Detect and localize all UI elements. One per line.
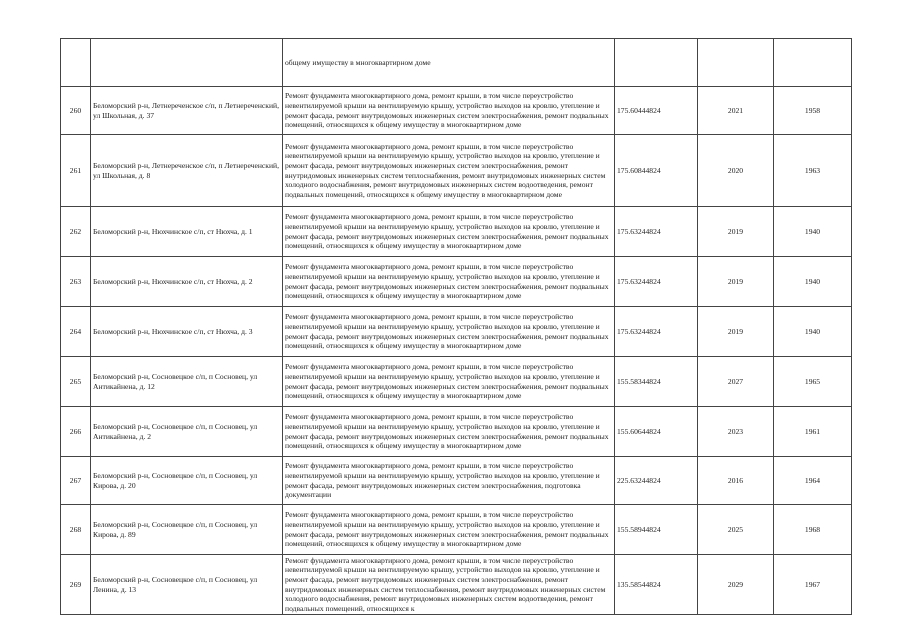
table-row: [61, 555, 852, 615]
plan-year-cell: 2029: [698, 555, 774, 615]
work-text: Ремонт фундамента многоквартирного дома, ремонт крыши, в том числе переустройство невентилируемой крыши на вентилируемую крышу, устройство выходов на кровлю, утепление и ремонт фасада, ремонт внутридомовых инженерных систем электроснабжения, ремонт подвальных помещений, относящихся к общему имуществу в многоквартирном доме: [285, 262, 609, 301]
table-row: [61, 457, 852, 505]
row-number: 261: [61, 135, 91, 207]
address-cell: Беломорский р-н, Сосновецкое с/п, п Сосновец, ул Кирова, д. 20: [91, 457, 283, 505]
built-year-cell: 1965: [774, 357, 852, 407]
built-year-cell: 1940: [774, 307, 852, 357]
work-cell: [283, 555, 615, 615]
plan-year-cell: 2019: [698, 257, 774, 307]
plan-year-cell: 2021: [698, 87, 774, 135]
cost-cell: 175.63244824: [615, 307, 698, 357]
address-cell: Беломорский р-н, Сосновецкое с/п, п Сосновец, ул Кирова, д. 89: [91, 505, 283, 555]
table-row: [61, 135, 852, 207]
table-row: [61, 39, 852, 87]
built-year-cell: 1961: [774, 407, 852, 457]
table-row: [61, 207, 852, 257]
plan-year-cell: 2023: [698, 407, 774, 457]
work-text: Ремонт фундамента многоквартирного дома, ремонт крыши, в том числе переустройство невентилируемой крыши на вентилируемую крышу, устройство выходов на кровлю, утепление и ремонт фасада, ремонт внутридомовых инженерных систем электроснабжения, ремонт подвальных помещений, относящихся к общему имуществу в многоквартирном доме: [285, 212, 609, 251]
work-cell: [283, 407, 615, 457]
table-row: [61, 407, 852, 457]
work-text: Ремонт фундамента многоквартирного дома, ремонт крыши, в том числе переустройство невентилируемой крыши на вентилируемую крышу, устройство выходов на кровлю, утепление и ремонт фасада, ремонт внутридомовых инженерных систем электроснабжения, ремонт подвальных помещений, относящихся к общему имуществу в многоквартирном доме: [285, 91, 609, 130]
built-year-cell: 1964: [774, 457, 852, 505]
plan-year-cell: 2020: [698, 135, 774, 207]
work-cell: [283, 207, 615, 257]
work-text: Ремонт фундамента многоквартирного дома, ремонт крыши, в том числе переустройство невентилируемой крыши на вентилируемую крышу, устройство выходов на кровлю, утепление и ремонт фасада, ремонт внутридомовых инженерных систем электроснабжения, ремонт внутридомовых инженерных систем теплоснабжения, ремонт внутридомовых инженерных систем холодного водоснабжения, ремонт внутридомовых инженерных систем водоотведения, ремонт подвальных помещений, относящихся к общему имуществу в многоквартирном доме: [285, 141, 606, 199]
row-number: [61, 39, 91, 87]
address-cell: Беломорский р-н, Сосновецкое с/п, п Сосновец, ул Антикайнена, д. 2: [91, 407, 283, 457]
built-year-cell: 1968: [774, 505, 852, 555]
work-cell: [283, 357, 615, 407]
row-number: 260: [61, 87, 91, 135]
table-row: [61, 257, 852, 307]
plan-year-cell: 2027: [698, 357, 774, 407]
built-year-cell: 1940: [774, 257, 852, 307]
work-cell: [283, 39, 615, 87]
work-cell: [283, 307, 615, 357]
work-cell: [283, 457, 615, 505]
cost-cell: 135.58544824: [615, 555, 698, 615]
address-cell: Беломорский р-н, Летнереченское с/п, п Летнереченский, ул Школьная, д. 37: [91, 87, 283, 135]
work-cell: [283, 505, 615, 555]
row-number: 266: [61, 407, 91, 457]
work-cell: [283, 135, 615, 207]
row-number: 262: [61, 207, 91, 257]
built-year-cell: 1967: [774, 555, 852, 615]
table-row: [61, 87, 852, 135]
table-row: [61, 505, 852, 555]
cost-cell: 155.60644824: [615, 407, 698, 457]
address-cell: Беломорский р-н, Сосновецкое с/п, п Сосновец, ул Антикайнена, д. 12: [91, 357, 283, 407]
cost-cell: 155.58944824: [615, 505, 698, 555]
address-cell: Беломорский р-н, Нюхчинское с/п, ст Нюхча, д. 3: [91, 307, 283, 357]
work-text: Ремонт фундамента многоквартирного дома, ремонт крыши, в том числе переустройство невентилируемой крыши на вентилируемую крышу, устройство выходов на кровлю, утепление и ремонт фасада, ремонт внутридомовых инженерных систем электроснабжения, ремонт подвальных помещений, относящихся к общему имуществу в многоквартирном доме: [285, 312, 609, 351]
cost-cell: [615, 39, 698, 87]
address-cell: Беломорский р-н, Летнереченское с/п, п Летнереченский, ул Школьная, д. 8: [91, 135, 283, 207]
cost-cell: 155.58344824: [615, 357, 698, 407]
address-cell: Беломорский р-н, Сосновецкое с/п, п Сосновец, ул Ленина, д. 13: [91, 555, 283, 615]
cost-cell: 175.60444824: [615, 87, 698, 135]
plan-year-cell: [698, 39, 774, 87]
row-number: 269: [61, 555, 91, 615]
row-number: 267: [61, 457, 91, 505]
cost-cell: 175.63244824: [615, 257, 698, 307]
built-year-cell: 1958: [774, 87, 852, 135]
built-year-cell: [774, 39, 852, 87]
plan-year-cell: 2019: [698, 207, 774, 257]
address-cell: Беломорский р-н, Нюхчинское с/п, ст Нюхча, д. 1: [91, 207, 283, 257]
work-cell: [283, 257, 615, 307]
row-number: 268: [61, 505, 91, 555]
work-cell: [283, 87, 615, 135]
work-text: Ремонт фундамента многоквартирного дома, ремонт крыши, в том числе переустройство невентилируемой крыши на вентилируемую крышу, устройство выходов на кровлю, утепление и ремонт фасада, ремонт внутридомовых инженерных систем электроснабжения, ремонт подвальных помещений, относящихся к общему имуществу в многоквартирном доме: [285, 362, 609, 401]
work-text: Ремонт фундамента многоквартирного дома, ремонт крыши, в том числе переустройство невентилируемой крыши на вентилируемую крышу, устройство выходов на кровлю, утепление и ремонт фасада, ремонт внутридомовых инженерных систем электроснабжения, ремонт подвальных помещений, относящихся к общему имуществу в многоквартирном доме: [285, 510, 609, 549]
work-text: Ремонт фундамента многоквартирного дома, ремонт крыши, в том числе переустройство невентилируемой крыши на вентилируемую крышу, устройство выходов на кровлю, утепление и ремонт фасада, ремонт внутридомовых инженерных систем электроснабжения, подготовка документации: [285, 461, 600, 500]
plan-year-cell: 2025: [698, 505, 774, 555]
cost-cell: 225.63244824: [615, 457, 698, 505]
row-number: 265: [61, 357, 91, 407]
built-year-cell: 1963: [774, 135, 852, 207]
table-row: [61, 357, 852, 407]
work-text: Ремонт фундамента многоквартирного дома, ремонт крыши, в том числе переустройство невентилируемой крыши на вентилируемую крышу, устройство выходов на кровлю, утепление и ремонт фасада, ремонт внутридомовых инженерных систем электроснабжения, ремонт внутридомовых инженерных систем теплоснабжения, ремонт внутридомовых инженерных систем холодного водоснабжения, ремонт внутридомовых инженерных систем водоотведения, ремонт подвальных помещений, относящихся к: [285, 555, 606, 613]
work-text: общему имуществу в многоквартирном доме: [285, 57, 431, 67]
built-year-cell: 1940: [774, 207, 852, 257]
work-text: Ремонт фундамента многоквартирного дома, ремонт крыши, в том числе переустройство невентилируемой крыши на вентилируемую крышу, устройство выходов на кровлю, утепление и ремонт фасада, ремонт внутридомовых инженерных систем электроснабжения, ремонт подвальных помещений, относящихся к общему имуществу в многоквартирном доме: [285, 412, 609, 451]
cost-cell: 175.60844824: [615, 135, 698, 207]
plan-year-cell: 2016: [698, 457, 774, 505]
row-number: 263: [61, 257, 91, 307]
cost-cell: 175.63244824: [615, 207, 698, 257]
address-cell: [91, 39, 283, 87]
plan-year-cell: 2019: [698, 307, 774, 357]
register-table: [60, 38, 852, 615]
table-row: [61, 307, 852, 357]
row-number: 264: [61, 307, 91, 357]
address-cell: Беломорский р-н, Нюхчинское с/п, ст Нюхча, д. 2: [91, 257, 283, 307]
table-body: [61, 39, 852, 615]
